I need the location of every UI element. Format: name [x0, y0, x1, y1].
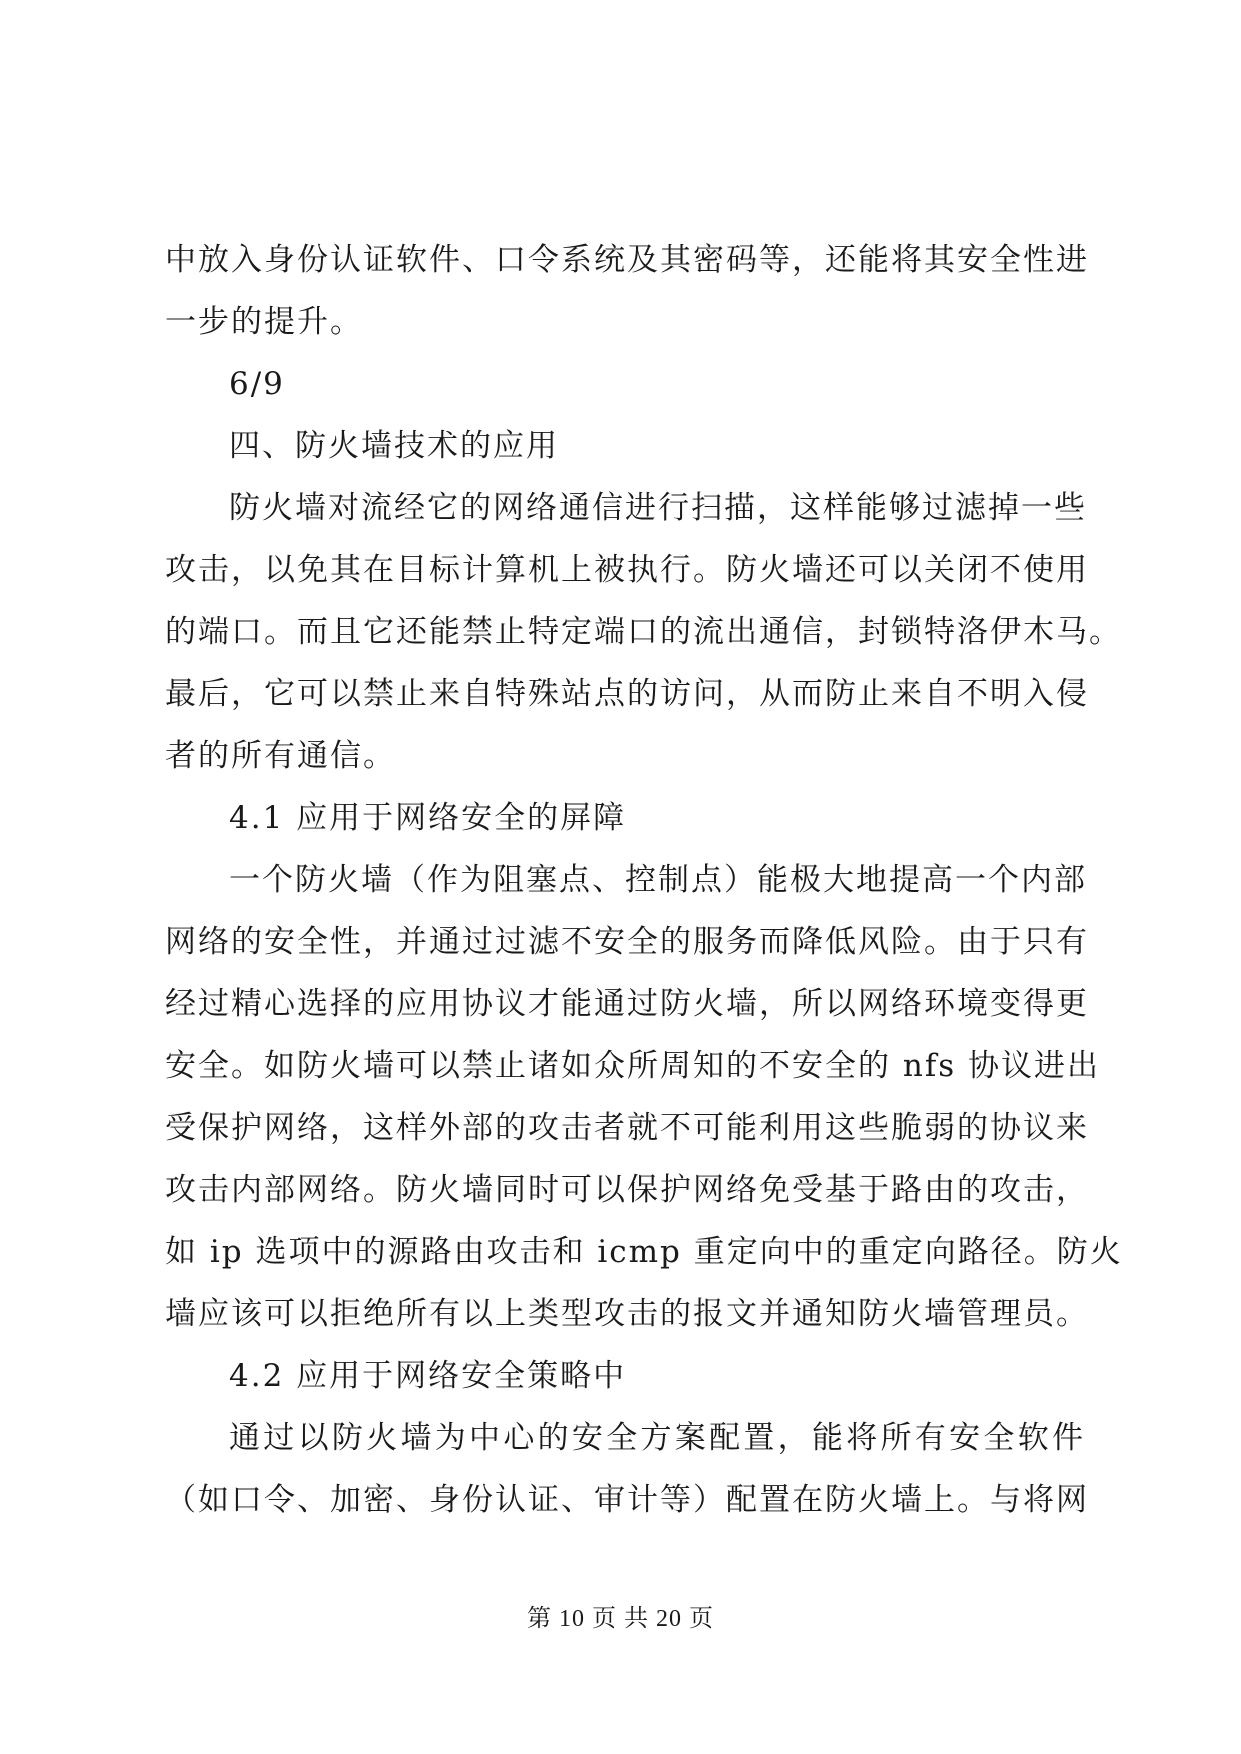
text-line: 最后，它可以禁止来自特殊站点的访问，从而防止来自不明入侵: [165, 676, 1089, 712]
body-text: [165, 229, 1123, 1531]
text-line: 攻击，以免其在目标计算机上被执行。防火墙还可以关闭不使用: [165, 552, 1089, 588]
text-line: 的端口。而且它还能禁止特定端口的流出通信，封锁特洛伊木马。: [165, 614, 1122, 650]
text-line: 攻击内部网络。防火墙同时可以保护网络免受基于路由的攻击，: [165, 1172, 1089, 1208]
text-line: 如 ip 选项中的源路由攻击和 icmp 重定向中的重定向路径。防火: [165, 1234, 1123, 1270]
text-line: 一个防火墙（作为阻塞点、控制点）能极大地提高一个内部: [229, 862, 1087, 898]
text-line: （如口令、加密、身份认证、审计等）配置在防火墙上。与将网: [165, 1482, 1089, 1518]
text-line: 通过以防火墙为中心的安全方案配置，能将所有安全软件: [229, 1420, 1085, 1456]
page-footer: 第 10 页 共 20 页: [527, 1606, 714, 1632]
text-line: 受保护网络，这样外部的攻击者就不可能利用这些脆弱的协议来: [165, 1110, 1089, 1146]
text-line: 防火墙对流经它的网络通信进行扫描，这样能够过滤掉一些: [229, 490, 1087, 526]
text-line: 安全。如防火墙可以禁止诸如众所周知的不安全的 nfs 协议进出: [165, 1048, 1101, 1084]
text-line: 网络的安全性，并通过过滤不安全的服务而降低风险。由于只有: [165, 924, 1089, 960]
section-heading: 四、防火墙技术的应用: [229, 428, 559, 464]
text-line: 墙应该可以拒绝所有以上类型攻击的报文并通知防火墙管理员。: [165, 1296, 1089, 1332]
text-line: 者的所有通信。: [165, 738, 396, 774]
page-ref: 6/9: [229, 366, 285, 402]
text-line: 中放入身份认证软件、口令系统及其密码等，还能将其安全性进: [165, 242, 1089, 278]
text-line: 一步的提升。: [165, 304, 363, 340]
subsection-heading: 4.2 应用于网络安全策略中: [229, 1358, 627, 1394]
text-line: 经过精心选择的应用协议才能通过防火墙，所以网络环境变得更: [165, 986, 1089, 1022]
subsection-heading: 4.1 应用于网络安全的屏障: [229, 800, 627, 836]
